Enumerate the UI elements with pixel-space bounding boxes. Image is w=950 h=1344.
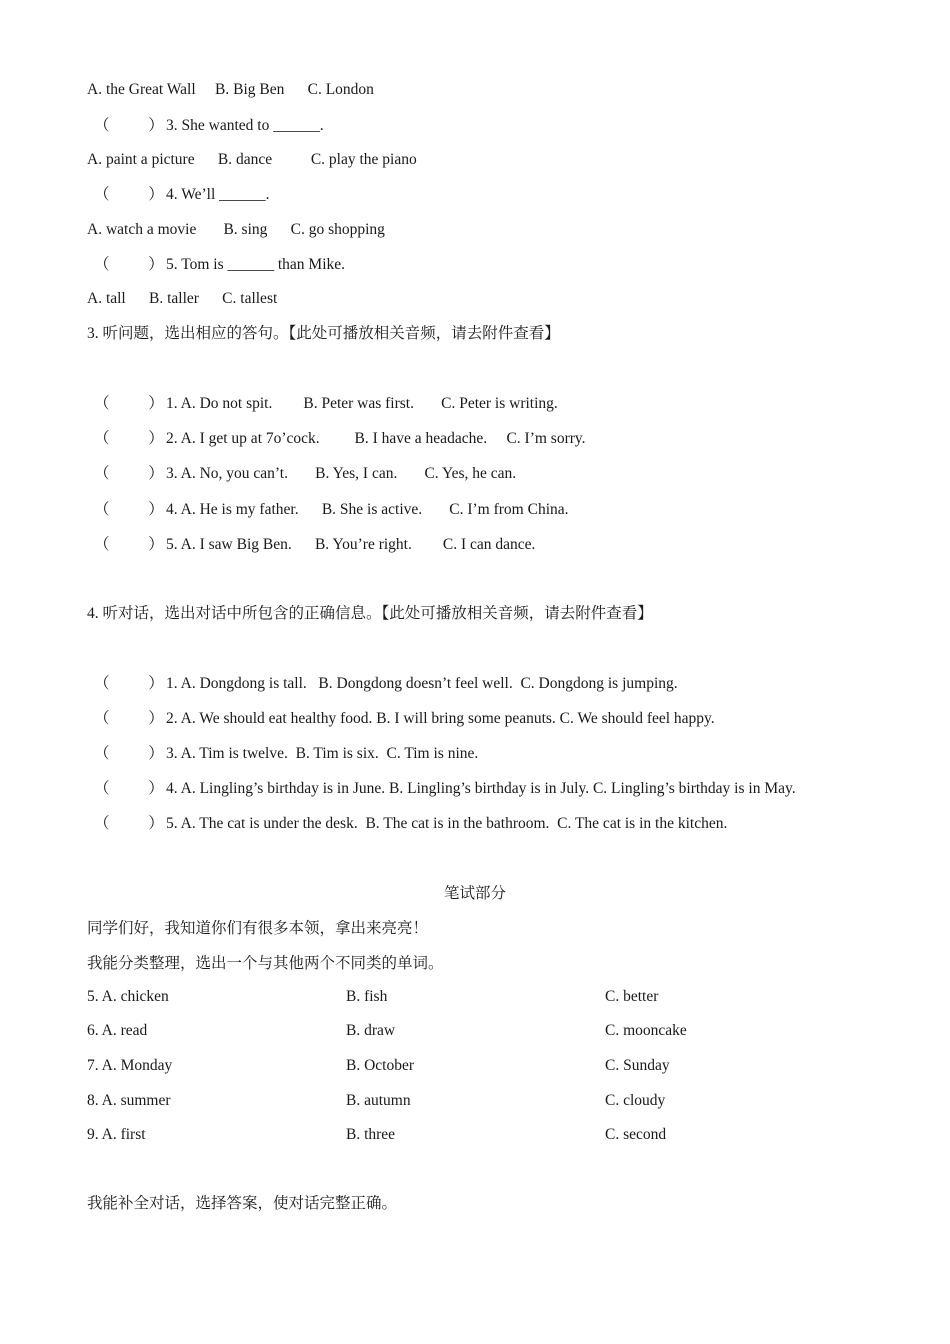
item-text: 5. A. I saw Big Ben. B. You’re right. C. I can dance.	[166, 536, 536, 553]
option-a[interactable]: 5. A. chicken	[87, 988, 169, 1005]
q4-options: A. watch a movie B. sing C. go shopping	[87, 221, 385, 238]
option-b[interactable]: B. fish	[346, 988, 388, 1005]
item-text: 5. A. The cat is under the desk. B. The cat is in the bathroom. C. The cat is in the kitchen.	[166, 815, 728, 832]
question-text: 3. She wanted to ______.	[166, 117, 324, 134]
section-3-item-5	[94, 535, 535, 555]
section-4-heading: 4. 听对话，选出对话中所包含的正确信息。【此处可播放相关音频，请去附件查看】	[87, 605, 653, 622]
option-a[interactable]: 8. A. summer	[87, 1092, 171, 1109]
question-5	[94, 255, 345, 275]
option-c[interactable]: C. better	[605, 988, 659, 1005]
written-intro: 同学们好，我知道你们有很多本领，拿出来亮亮！	[87, 920, 429, 937]
q2-options: A. the Great Wall B. Big Ben C. London	[87, 81, 374, 98]
section-4-item-2	[94, 709, 715, 729]
item-text: 4. A. He is my father. B. She is active. C. I’m from China.	[166, 501, 569, 518]
option-b[interactable]: B. autumn	[346, 1092, 411, 1109]
written-part-title: 笔试部分	[443, 885, 506, 902]
option-b[interactable]: B. three	[346, 1126, 396, 1143]
question-4	[94, 185, 270, 205]
option-c[interactable]: C. Sunday	[605, 1057, 670, 1074]
answer-blank[interactable]: （ ）	[94, 745, 164, 762]
answer-blank[interactable]: （ ）	[94, 465, 164, 482]
option-c[interactable]: C. mooncake	[605, 1022, 687, 1039]
q3-options: A. paint a picture B. dance C. play the piano	[87, 151, 417, 168]
option-c[interactable]: C. second	[605, 1126, 667, 1143]
item-text: 3. A. Tim is twelve. B. Tim is six. C. Tim is nine.	[166, 745, 479, 762]
classify-row	[0, 987, 950, 1007]
option-c[interactable]: C. cloudy	[605, 1092, 666, 1109]
item-text: 2. A. We should eat healthy food. B. I will bring some peanuts. C. We should feel happy.	[166, 710, 715, 727]
dialogue-heading: 我能补全对话，选择答案，使对话完整正确。	[87, 1195, 398, 1212]
answer-blank[interactable]: （ ）	[94, 780, 164, 797]
classify-row	[0, 1056, 950, 1076]
item-text: 4. A. Lingling’s birthday is in June. B. Lingling’s birthday is in July. C. Lingling’s birthday is in May.	[166, 780, 796, 797]
q5-options: A. tall B. taller C. tallest	[87, 290, 278, 307]
answer-blank[interactable]: （ ）	[94, 815, 164, 832]
answer-blank[interactable]: （ ）	[94, 256, 164, 273]
item-text: 1. A. Do not spit. B. Peter was first. C. Peter is writing.	[166, 395, 558, 412]
question-text: 4. We’ll ______.	[166, 186, 270, 203]
item-text: 3. A. No, you can’t. B. Yes, I can. C. Yes, he can.	[166, 465, 517, 482]
answer-blank[interactable]: （ ）	[94, 675, 164, 692]
question-3	[94, 116, 324, 136]
classify-row	[0, 1021, 950, 1041]
answer-blank[interactable]: （ ）	[94, 117, 164, 134]
classify-row	[0, 1091, 950, 1111]
answer-blank[interactable]: （ ）	[94, 501, 164, 518]
classify-row	[0, 1125, 950, 1145]
answer-blank[interactable]: （ ）	[94, 536, 164, 553]
section-4-item-4	[94, 779, 796, 799]
answer-blank[interactable]: （ ）	[94, 430, 164, 447]
option-a[interactable]: 9. A. first	[87, 1126, 146, 1143]
answer-blank[interactable]: （ ）	[94, 186, 164, 203]
option-b[interactable]: B. October	[346, 1057, 415, 1074]
answer-blank[interactable]: （ ）	[94, 710, 164, 727]
section-4-item-5	[94, 814, 727, 834]
section-3-item-3	[94, 464, 516, 484]
item-text: 2. A. I get up at 7o’cock. B. I have a headache. C. I’m sorry.	[166, 430, 586, 447]
option-a[interactable]: 6. A. read	[87, 1022, 148, 1039]
section-3-item-4	[94, 500, 569, 520]
classify-heading: 我能分类整理，选出一个与其他两个不同类的单词。	[87, 955, 444, 972]
question-text: 5. Tom is ______ than Mike.	[166, 256, 346, 273]
section-3-item-1	[94, 394, 558, 414]
section-3-item-2	[94, 429, 586, 449]
option-a[interactable]: 7. A. Monday	[87, 1057, 173, 1074]
item-text: 1. A. Dongdong is tall. B. Dongdong doesn’t feel well. C. Dongdong is jumping.	[166, 675, 678, 692]
answer-blank[interactable]: （ ）	[94, 395, 164, 412]
section-4-item-3	[94, 744, 478, 764]
option-b[interactable]: B. draw	[346, 1022, 396, 1039]
section-4-item-1	[94, 674, 678, 694]
section-3-heading: 3. 听问题，选出相应的答句。【此处可播放相关音频，请去附件查看】	[87, 325, 560, 342]
